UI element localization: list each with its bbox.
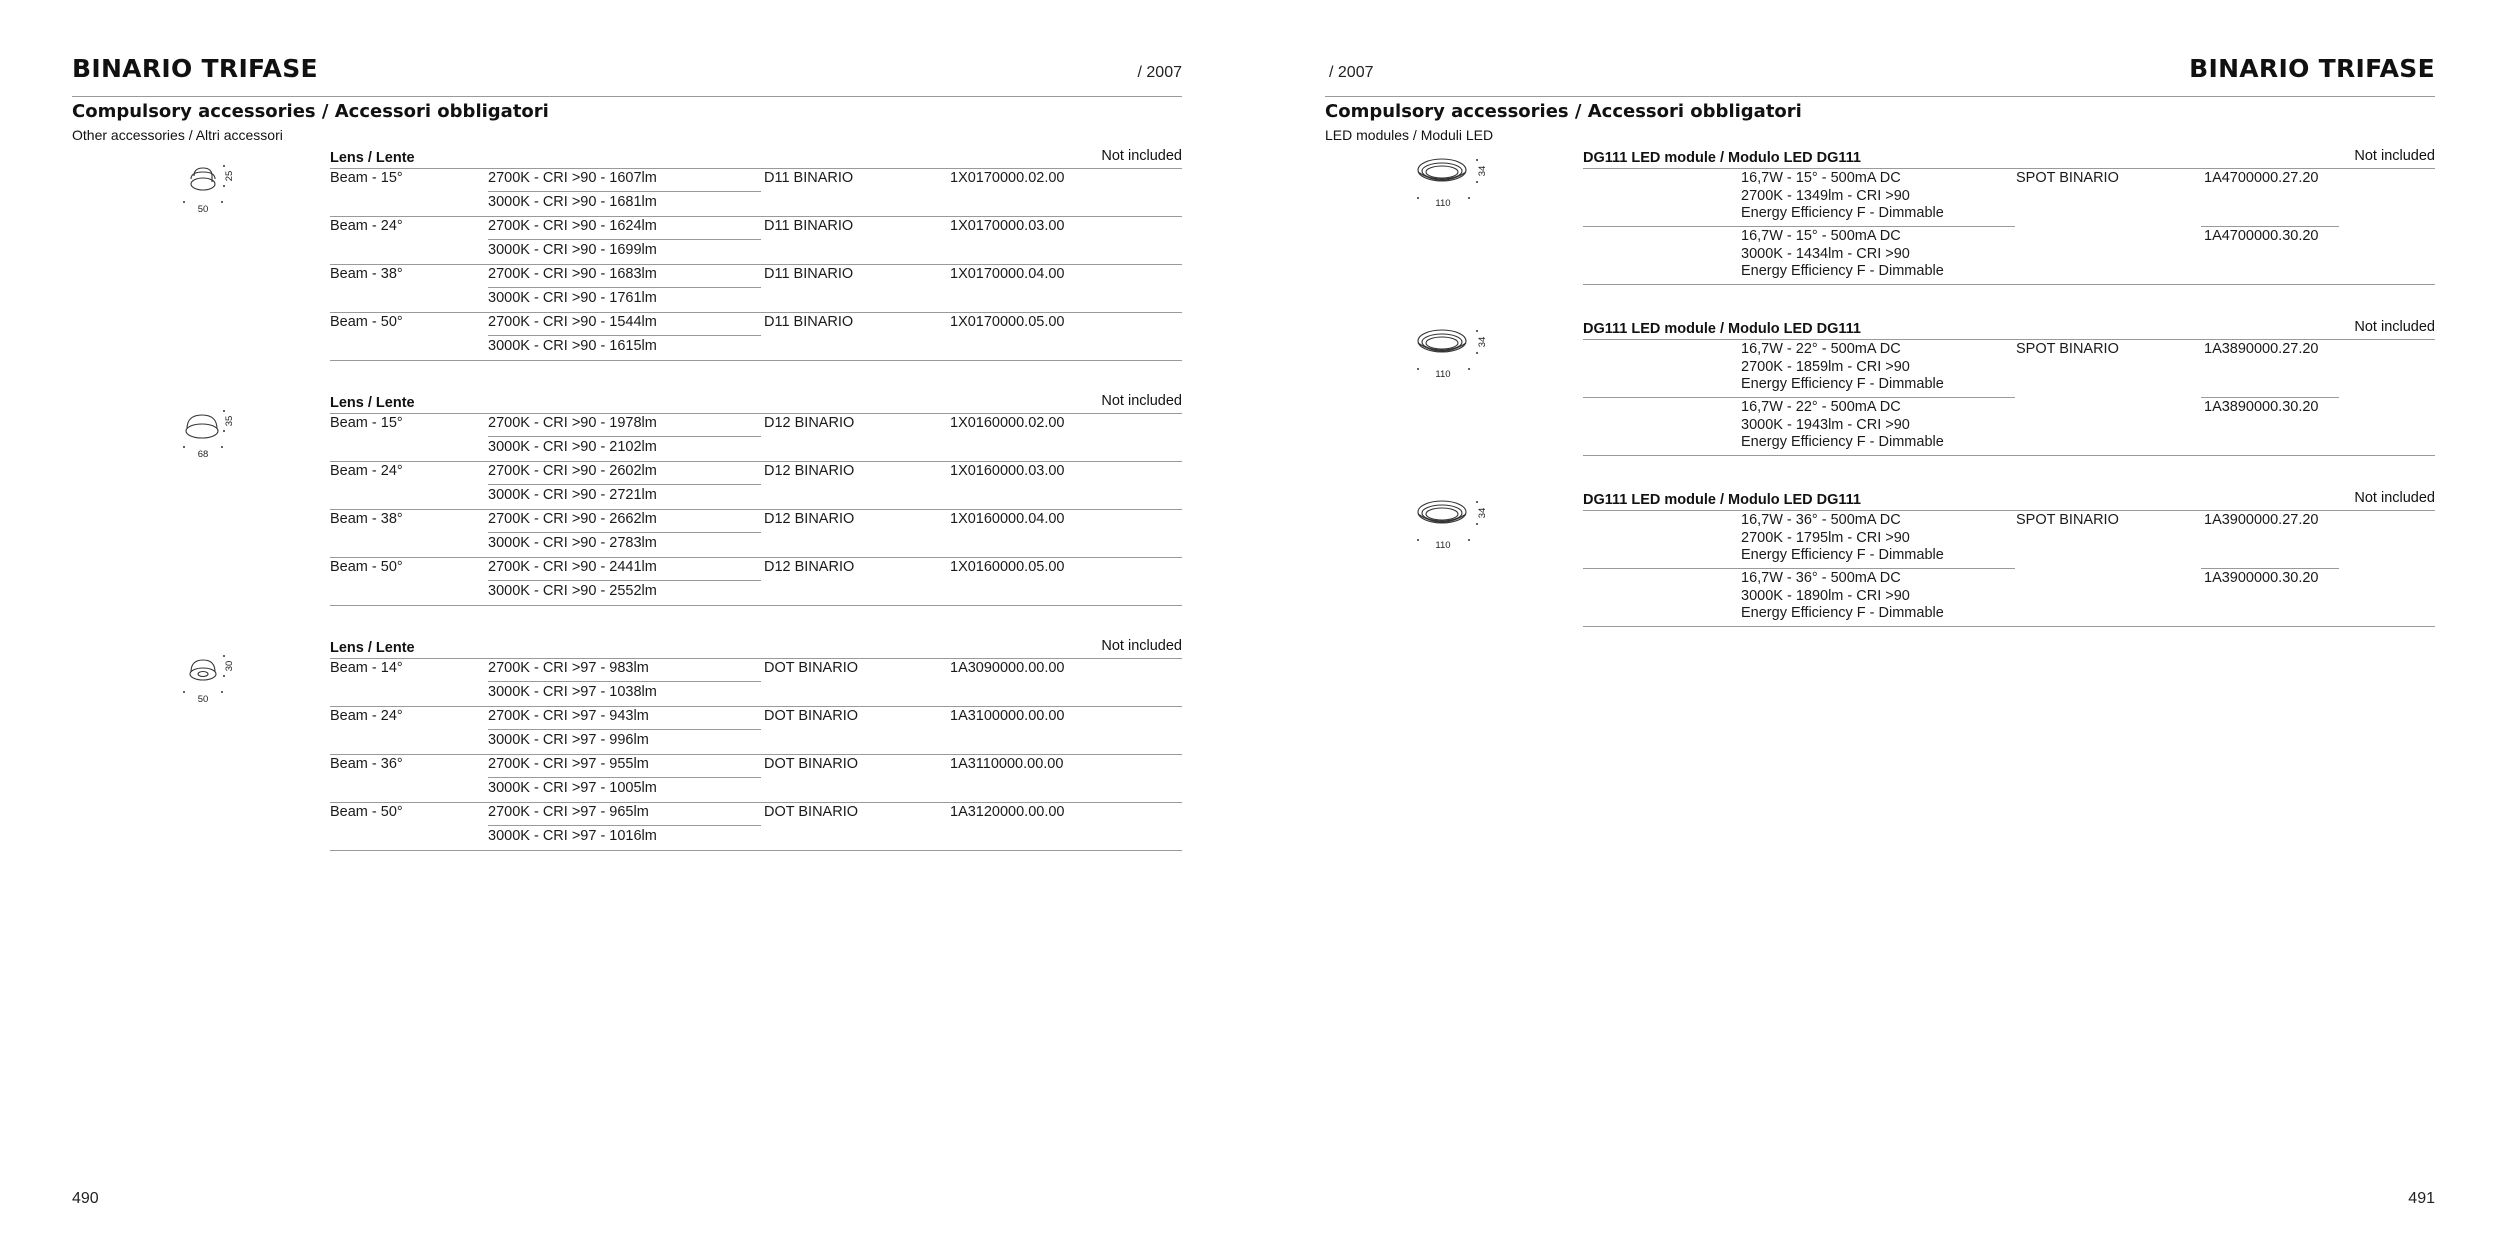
- beam-angle: Beam - 24°: [330, 218, 403, 234]
- module-spec-line: Energy Efficiency F - Dimmable: [1741, 263, 1944, 279]
- module-inner-ring: [1426, 166, 1458, 178]
- lens-rim: [186, 424, 218, 438]
- spec-3000k: 3000K - CRI >97 - 1005lm: [488, 780, 657, 796]
- lens-dimension-drawing: [172, 652, 252, 712]
- lens-group: [72, 638, 1182, 883]
- product-name: D12 BINARIO: [764, 415, 855, 431]
- lens-group: [72, 393, 1182, 638]
- beam-angle: Beam - 24°: [330, 708, 403, 724]
- module-drawing: [1415, 154, 1495, 214]
- spec-2700k: 2700K - CRI >90 - 2441lm: [488, 559, 657, 575]
- dimension-marker: [1417, 539, 1419, 541]
- module-spec-line: 16,7W - 22° - 500mA DC: [1741, 341, 1901, 357]
- group-title: Lens / Lente: [330, 150, 415, 166]
- dimension-marker: [1476, 181, 1478, 183]
- module-mid-ring: [1422, 334, 1462, 350]
- row-divider: [488, 580, 761, 581]
- spec-2700k: 2700K - CRI >90 - 2662lm: [488, 511, 657, 527]
- not-included-label: Not included: [2354, 490, 2435, 506]
- product-name: D12 BINARIO: [764, 511, 855, 527]
- row-divider: [488, 729, 761, 730]
- product-code: 1X0160000.02.00: [950, 415, 1065, 431]
- spec-2700k: 2700K - CRI >90 - 1683lm: [488, 266, 657, 282]
- row-divider: [1583, 568, 2015, 569]
- module-inner-ring: [1426, 508, 1458, 520]
- height-dimension: 25: [224, 170, 235, 182]
- row-divider: [330, 360, 1182, 361]
- group-title: DG111 LED module / Modulo LED DG111: [1583, 321, 1861, 337]
- product-name: DOT BINARIO: [764, 804, 858, 820]
- module-spec-line: 3000K - 1434lm - CRI >90: [1741, 245, 1910, 262]
- not-included-label: Not included: [2354, 319, 2435, 335]
- module-spec-line: Energy Efficiency F - Dimmable: [1741, 205, 1944, 221]
- lens-table: [330, 393, 1182, 603]
- product-name: D12 BINARIO: [764, 559, 855, 575]
- lens-rim: [190, 668, 216, 680]
- row-divider: [488, 532, 761, 533]
- product-name: DOT BINARIO: [764, 708, 858, 724]
- section-title: Compulsory accessories / Accessori obbligatori: [72, 101, 549, 122]
- row-divider: [330, 312, 1182, 313]
- lens-drawing: [172, 652, 252, 712]
- dimension-marker: [1476, 501, 1478, 503]
- beam-angle: Beam - 38°: [330, 511, 403, 527]
- module-spec-line: 16,7W - 15° - 500mA DC: [1741, 228, 1901, 244]
- dimension-marker: [221, 446, 223, 448]
- module-mid-ring: [1422, 163, 1462, 179]
- brand-title: BINARIO TRIFASE: [72, 54, 318, 83]
- lens-dimension-drawing: [172, 407, 252, 467]
- lens-dimension-drawing: [172, 162, 252, 222]
- brand-title: BINARIO TRIFASE: [2189, 54, 2435, 83]
- spec-3000k: 3000K - CRI >90 - 2721lm: [488, 487, 657, 503]
- row-divider: [488, 436, 761, 437]
- dimension-marker: [183, 446, 185, 448]
- dimension-marker: [1476, 159, 1478, 161]
- beam-angle: Beam - 50°: [330, 314, 403, 330]
- product-code: 1X0160000.04.00: [950, 511, 1065, 527]
- module-spec-line: 16,7W - 15° - 500mA DC: [1741, 170, 1901, 186]
- module-spec-line: Energy Efficiency F - Dimmable: [1741, 605, 1944, 621]
- module-dimension-drawing: [1415, 496, 1495, 556]
- height-dimension: 34: [1477, 336, 1488, 348]
- row-divider: [488, 239, 761, 240]
- led-module-group: [1325, 490, 2435, 660]
- dimension-marker: [1476, 523, 1478, 525]
- spec-2700k: 2700K - CRI >90 - 1978lm: [488, 415, 657, 431]
- lens-table: [330, 148, 1182, 358]
- catalog-page-right: [1325, 0, 2435, 1250]
- beam-angle: Beam - 24°: [330, 463, 403, 479]
- lens-drawing: [172, 162, 252, 222]
- spec-3000k: 3000K - CRI >90 - 1761lm: [488, 290, 657, 306]
- module-mid-ring: [1422, 505, 1462, 521]
- spec-3000k: 3000K - CRI >90 - 2783lm: [488, 535, 657, 551]
- dimension-marker: [223, 655, 225, 657]
- row-divider: [330, 509, 1182, 510]
- row-divider: [2201, 226, 2339, 227]
- product-code: 1A3100000.00.00: [950, 708, 1065, 724]
- module-spec-line: Energy Efficiency F - Dimmable: [1741, 376, 1944, 392]
- module-drawing: [1415, 325, 1495, 385]
- row-divider: [330, 557, 1182, 558]
- lens-dome: [187, 415, 217, 429]
- module-spec-line: 2700K - 1349lm - CRI >90: [1741, 187, 1910, 204]
- product-code: 1X0170000.03.00: [950, 218, 1065, 234]
- product-name: D11 BINARIO: [764, 314, 854, 330]
- height-dimension: 35: [224, 415, 235, 427]
- product-name: D11 BINARIO: [764, 266, 854, 282]
- product-name: SPOT BINARIO: [2016, 341, 2119, 357]
- beam-angle: Beam - 50°: [330, 804, 403, 820]
- lens-outline: [191, 168, 215, 190]
- module-outline: [1418, 330, 1466, 352]
- product-code: 1A3110000.00.00: [950, 756, 1064, 772]
- row-divider: [330, 802, 1182, 803]
- row-divider: [1583, 626, 2435, 627]
- led-module-table: [1583, 319, 2435, 479]
- beam-angle: Beam - 15°: [330, 170, 403, 186]
- spec-2700k: 2700K - CRI >97 - 955lm: [488, 756, 649, 772]
- led-module-group: [1325, 148, 2435, 318]
- page-number: 490: [72, 1190, 99, 1207]
- lens-rim: [191, 178, 215, 190]
- spec-2700k: 2700K - CRI >97 - 965lm: [488, 804, 649, 820]
- row-divider: [488, 191, 761, 192]
- product-code: 1X0170000.05.00: [950, 314, 1065, 330]
- spec-3000k: 3000K - CRI >90 - 2102lm: [488, 439, 657, 455]
- group-header: [1583, 490, 2435, 511]
- row-divider: [330, 264, 1182, 265]
- product-code: 1A3120000.00.00: [950, 804, 1065, 820]
- product-code: 1X0170000.04.00: [950, 266, 1065, 282]
- group-header: [1583, 148, 2435, 169]
- module-drawing: [1415, 496, 1495, 556]
- group-title: Lens / Lente: [330, 640, 415, 656]
- spec-3000k: 3000K - CRI >90 - 1681lm: [488, 194, 657, 210]
- product-code: 1A3890000.30.20: [2204, 399, 2319, 415]
- module-inner-ring: [1426, 337, 1458, 349]
- row-divider: [330, 461, 1182, 462]
- row-divider: [1583, 284, 2435, 285]
- product-code: 1A3900000.27.20: [2204, 512, 2319, 528]
- product-code: 1A3890000.27.20: [2204, 341, 2319, 357]
- product-code: 1A3900000.30.20: [2204, 570, 2319, 586]
- product-code: 1A4700000.30.20: [2204, 228, 2319, 244]
- spec-2700k: 2700K - CRI >90 - 1544lm: [488, 314, 657, 330]
- year-label: / 2007: [1137, 64, 1182, 81]
- product-code: 1X0160000.05.00: [950, 559, 1065, 575]
- row-divider: [1583, 226, 2015, 227]
- module-spec-line: 2700K - 1859lm - CRI >90: [1741, 358, 1910, 375]
- dimension-marker: [223, 675, 225, 677]
- product-name: DOT BINARIO: [764, 756, 858, 772]
- product-name: SPOT BINARIO: [2016, 170, 2119, 186]
- beam-angle: Beam - 14°: [330, 660, 403, 676]
- module-spec-line: 16,7W - 36° - 500mA DC: [1741, 570, 1901, 586]
- page-header: [1325, 54, 2435, 97]
- lens-top-arc: [194, 168, 212, 182]
- row-divider: [330, 605, 1182, 606]
- dimension-marker: [183, 691, 185, 693]
- spec-2700k: 2700K - CRI >90 - 2602lm: [488, 463, 657, 479]
- beam-angle: Beam - 50°: [330, 559, 403, 575]
- led-module-group: [1325, 319, 2435, 489]
- module-spec-line: 3000K - 1943lm - CRI >90: [1741, 416, 1910, 433]
- dimension-marker: [223, 185, 225, 187]
- module-spec-line: 16,7W - 22° - 500mA DC: [1741, 399, 1901, 415]
- module-spec-line: 16,7W - 36° - 500mA DC: [1741, 512, 1901, 528]
- dimension-marker: [221, 691, 223, 693]
- spec-3000k: 3000K - CRI >97 - 996lm: [488, 732, 649, 748]
- spec-3000k: 3000K - CRI >90 - 2552lm: [488, 583, 657, 599]
- section-subtitle: Other accessories / Altri accessori: [72, 127, 283, 143]
- group-header: [330, 393, 1182, 414]
- row-divider: [488, 825, 761, 826]
- width-dimension: 110: [1435, 198, 1451, 209]
- width-dimension: 68: [197, 449, 209, 460]
- lens-outline: [190, 660, 216, 680]
- group-title: Lens / Lente: [330, 395, 415, 411]
- not-included-label: Not included: [1101, 148, 1182, 164]
- led-module-table: [1583, 148, 2435, 308]
- spec-2700k: 2700K - CRI >97 - 983lm: [488, 660, 649, 676]
- dimension-marker: [1476, 330, 1478, 332]
- spec-3000k: 3000K - CRI >97 - 1038lm: [488, 684, 657, 700]
- group-title: DG111 LED module / Modulo LED DG111: [1583, 492, 1861, 508]
- dimension-marker: [1476, 352, 1478, 354]
- beam-angle: Beam - 15°: [330, 415, 403, 431]
- row-divider: [488, 484, 761, 485]
- row-divider: [330, 216, 1182, 217]
- product-name: DOT BINARIO: [764, 660, 858, 676]
- row-divider: [488, 287, 761, 288]
- spec-3000k: 3000K - CRI >97 - 1016lm: [488, 828, 657, 844]
- height-dimension: 30: [224, 660, 235, 672]
- lens-drawing: [172, 407, 252, 467]
- module-spec-line: Energy Efficiency F - Dimmable: [1741, 547, 1944, 563]
- dimension-marker: [1468, 197, 1470, 199]
- row-divider: [330, 706, 1182, 707]
- row-divider: [2201, 397, 2339, 398]
- row-divider: [488, 681, 761, 682]
- year-label: / 2007: [1329, 64, 1374, 81]
- dimension-marker: [223, 430, 225, 432]
- section-subtitle: LED modules / Moduli LED: [1325, 127, 1494, 143]
- lens-center: [198, 672, 208, 677]
- dimension-marker: [1468, 539, 1470, 541]
- led-module-table: [1583, 490, 2435, 650]
- lens-outline: [186, 415, 218, 438]
- module-dimension-drawing: [1415, 325, 1495, 385]
- group-header: [330, 148, 1182, 169]
- height-dimension: 34: [1477, 165, 1488, 177]
- beam-angle: Beam - 36°: [330, 756, 403, 772]
- row-divider: [1583, 455, 2435, 456]
- module-spec-line: 2700K - 1795lm - CRI >90: [1741, 529, 1910, 546]
- width-dimension: 50: [197, 694, 209, 705]
- lens-dome: [191, 660, 215, 672]
- width-dimension: 110: [1435, 540, 1451, 551]
- product-name: SPOT BINARIO: [2016, 512, 2119, 528]
- row-divider: [330, 850, 1182, 851]
- lens-table: [330, 638, 1182, 848]
- row-divider: [330, 754, 1182, 755]
- module-dimension-drawing: [1415, 154, 1495, 214]
- module-spec-line: 3000K - 1890lm - CRI >90: [1741, 587, 1910, 604]
- group-header: [330, 638, 1182, 659]
- product-code: 1X0160000.03.00: [950, 463, 1065, 479]
- beam-angle: Beam - 38°: [330, 266, 403, 282]
- width-dimension: 50: [197, 204, 209, 215]
- height-dimension: 34: [1477, 507, 1488, 519]
- dimension-marker: [1417, 197, 1419, 199]
- module-outline: [1418, 159, 1466, 181]
- dimension-marker: [183, 201, 185, 203]
- dimension-marker: [1468, 368, 1470, 370]
- row-divider: [488, 335, 761, 336]
- product-name: D11 BINARIO: [764, 170, 854, 186]
- spec-3000k: 3000K - CRI >90 - 1699lm: [488, 242, 657, 258]
- section-title: Compulsory accessories / Accessori obbligatori: [1325, 101, 1802, 122]
- catalog-page-left: [72, 0, 1182, 1250]
- product-code: 1A4700000.27.20: [2204, 170, 2319, 186]
- dimension-marker: [223, 410, 225, 412]
- dimension-marker: [221, 201, 223, 203]
- spec-3000k: 3000K - CRI >90 - 1615lm: [488, 338, 657, 354]
- spec-2700k: 2700K - CRI >90 - 1624lm: [488, 218, 657, 234]
- dimension-marker: [223, 165, 225, 167]
- module-spec-line: Energy Efficiency F - Dimmable: [1741, 434, 1944, 450]
- spec-2700k: 2700K - CRI >90 - 1607lm: [488, 170, 657, 186]
- not-included-label: Not included: [2354, 148, 2435, 164]
- module-outline: [1418, 501, 1466, 523]
- row-divider: [1583, 397, 2015, 398]
- page-header: [72, 54, 1182, 97]
- row-divider: [2201, 568, 2339, 569]
- dimension-marker: [1417, 368, 1419, 370]
- not-included-label: Not included: [1101, 393, 1182, 409]
- product-name: D11 BINARIO: [764, 218, 854, 234]
- row-divider: [488, 777, 761, 778]
- width-dimension: 110: [1435, 369, 1451, 380]
- product-name: D12 BINARIO: [764, 463, 855, 479]
- not-included-label: Not included: [1101, 638, 1182, 654]
- product-code: 1A3090000.00.00: [950, 660, 1065, 676]
- group-header: [1583, 319, 2435, 340]
- product-code: 1X0170000.02.00: [950, 170, 1065, 186]
- page-number: 491: [2408, 1190, 2435, 1207]
- spec-2700k: 2700K - CRI >97 - 943lm: [488, 708, 649, 724]
- lens-group: [72, 148, 1182, 393]
- group-title: DG111 LED module / Modulo LED DG111: [1583, 150, 1861, 166]
